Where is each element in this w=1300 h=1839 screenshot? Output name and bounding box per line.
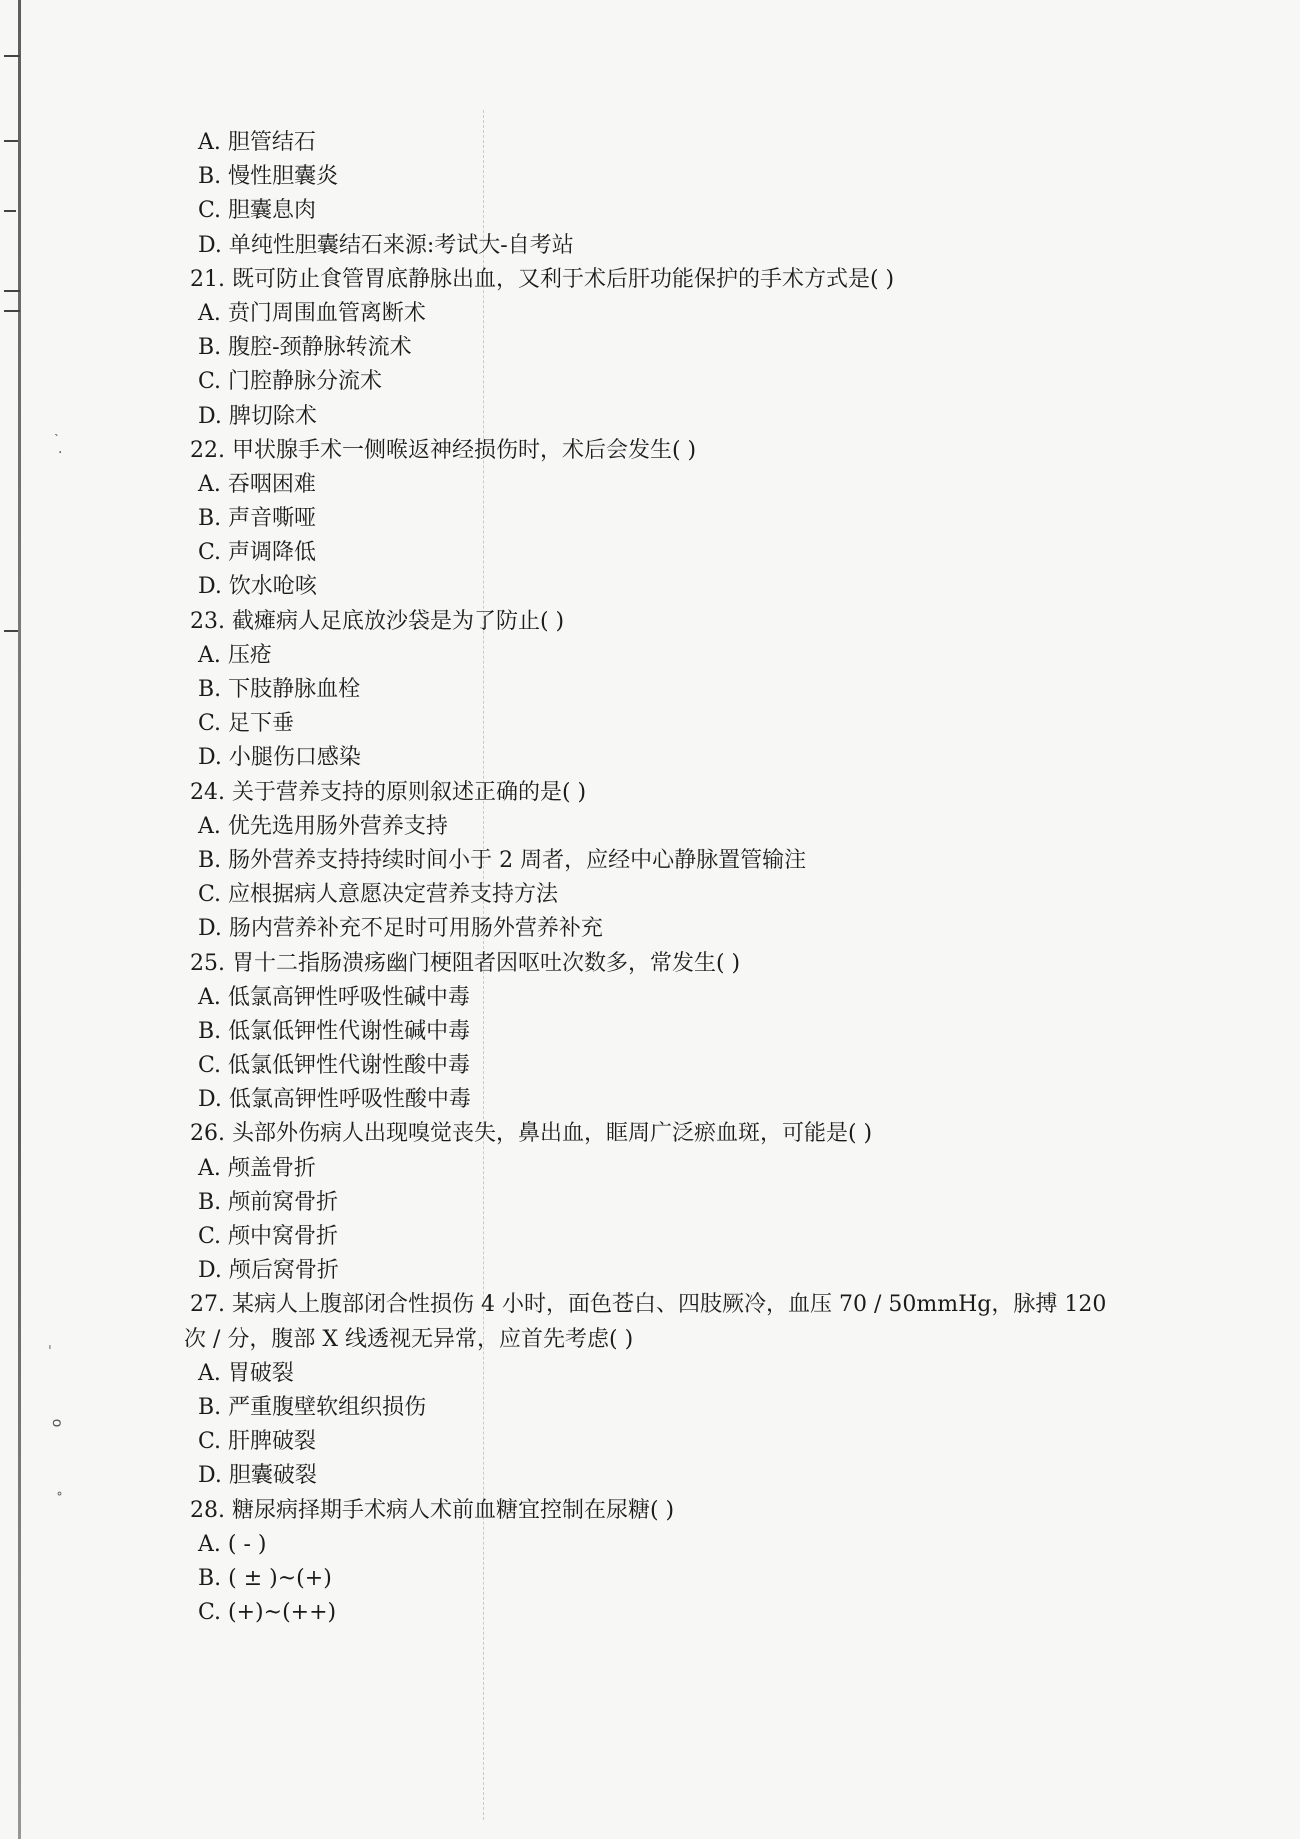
answer-option: A. ( - ) — [198, 1531, 267, 1557]
answer-option: B. 慢性胆囊炎 — [198, 164, 339, 190]
binding-mark — [4, 290, 20, 292]
question-stem: 21. 既可防止食管胃底静脉出血，又利于术后肝功能保护的手术方式是( ) — [190, 266, 895, 292]
answer-option: B. 严重腹壁软组织损伤 — [198, 1394, 427, 1420]
answer-option: D. 单纯性胆囊结石来源:考试大-自考站 — [198, 232, 574, 258]
binding-mark — [4, 55, 20, 57]
answer-option: A. 贲门周围血管离断术 — [198, 300, 426, 326]
answer-option: A. 压疮 — [198, 642, 272, 668]
answer-option: D. 胆囊破裂 — [198, 1463, 317, 1489]
answer-option: C. 门腔静脉分流术 — [198, 369, 383, 395]
binding-mark — [4, 210, 16, 212]
answer-option: A. 优先选用肠外营养支持 — [198, 813, 448, 839]
answer-option: C. 颅中窝骨折 — [198, 1224, 339, 1249]
answer-option: B. ( ± )~(+) — [198, 1565, 332, 1591]
scanned-page: ˴ · ˌ ᴑ ˳ A. 胆管结石 B. 慢性胆囊炎 C. 胆囊息肉 D. 单纯性胆囊结石来源:考试大-自考站 21. 既可防止食管胃底静脉出血，又利于术后肝功能保护的手术方式是( ) A. 贲门周围血管离断术 B. 腹腔-颈静脉转流术 C. 门腔静脉分流术 D. 脾切除术 22. 甲状腺手术一侧喉返神经损伤时，术后会发生( ) A. 吞咽困难 B. 声音嘶哑 C. 声调降低 D. 饮水呛咳 23. 截瘫病人足底放沙袋是为了防止( ) A. 压疮 B. 下肢静脉血栓 C. 足下垂 D. 小腿伤口感染 24. 关于营养支持的原则叙述正确的是( ) A. 优先选用肠外营养支持 B. 肠外营养支持持续时间小于 2 周者，应经中心静脉置管输注 C. 应根据病人意愿决定营养支持方法 D. 肠内营养补充不足时可用肠外营养补充 25. 胃十二指肠溃疡幽门梗阻者因呕吐次数多，常发生( ) A. 低氯高钾性呼吸性碱中毒 B. 低氯低钾性代谢性碱中毒 C. 低氯低钾性代谢性酸中毒 D. 低氯高钾性呼吸性酸中毒 26. 头部外伤病人出现嗅觉丧失，鼻出血，眶周广泛瘀血斑，可能是( ) A. 颅盖骨折 B. 颅前窝骨折 C. 颅中窝骨折 D. 颅后窝骨折 27. 某病人上腹部闭合性损伤 4 小时，面色苍白、四肢厥冷，血压 70 / 50mmHg，脉搏 120 次 / 分，腹部 X 线透视无异常，应首先考虑( ) A. 胃破裂 B. 严重腹壁软组织损伤 C. 肝脾破裂 D. 胆囊破裂 28. 糖尿病择期手术病人术前血糖宜控制在尿糖( ) A. ( - ) B. ( ± )~(+) C. (+)~(++) — [0, 0, 1300, 1839]
binding-mark — [4, 310, 20, 312]
answer-option: A. 低氯高钾性呼吸性碱中毒 — [198, 984, 470, 1010]
question-stem: 24. 关于营养支持的原则叙述正确的是( ) — [190, 779, 587, 805]
answer-option: C. 低氯低钾性代谢性酸中毒 — [198, 1053, 471, 1079]
answer-option: B. 腹腔-颈静脉转流术 — [198, 335, 412, 361]
answer-option: A. 吞咽困难 — [198, 471, 316, 497]
answer-option: C. 肝脾破裂 — [198, 1429, 317, 1455]
answer-option: C. 足下垂 — [198, 711, 295, 737]
answer-option: A. 胆管结石 — [198, 130, 316, 155]
question-text — [184, 126, 1190, 1630]
answer-option: D. 小腿伤口感染 — [198, 745, 361, 771]
answer-option: C. 应根据病人意愿决定营养支持方法 — [198, 882, 559, 908]
question-stem: 26. 头部外伤病人出现嗅觉丧失，鼻出血，眶周广泛瘀血斑，可能是( ) — [190, 1121, 873, 1147]
answer-option: D. 颅后窝骨折 — [198, 1258, 339, 1284]
answer-option: B. 下肢静脉血栓 — [198, 677, 361, 702]
binding-mark — [4, 630, 18, 632]
answer-option: A. 胃破裂 — [198, 1360, 294, 1386]
binding-mark — [4, 140, 18, 142]
answer-option: B. 肠外营养支持持续时间小于 2 周者，应经中心静脉置管输注 — [198, 847, 807, 873]
question-stem: 25. 胃十二指肠溃疡幽门梗阻者因呕吐次数多，常发生( ) — [190, 950, 741, 976]
answer-option: B. 低氯低钾性代谢性碱中毒 — [198, 1018, 471, 1044]
answer-option: D. 饮水呛咳 — [198, 574, 317, 600]
binding-edge — [18, 0, 21, 1839]
answer-option: D. 脾切除术 — [198, 403, 317, 429]
answer-option: D. 低氯高钾性呼吸性酸中毒 — [198, 1087, 471, 1113]
question-stem: 28. 糖尿病择期手术病人术前血糖宜控制在尿糖( ) — [190, 1497, 675, 1523]
question-stem: 23. 截瘫病人足底放沙袋是为了防止( ) — [190, 608, 565, 634]
answer-option: C. 胆囊息肉 — [198, 198, 317, 224]
answer-option: A. 颅盖骨折 — [198, 1155, 316, 1181]
answer-option: C. 声调降低 — [198, 540, 317, 566]
answer-option: B. 声音嘶哑 — [198, 506, 317, 532]
question-stem-continued: 次 / 分，腹部 X 线透视无异常，应首先考虑( ) — [184, 1326, 634, 1352]
answer-option: D. 肠内营养补充不足时可用肠外营养补充 — [198, 916, 603, 942]
answer-option: B. 颅前窝骨折 — [198, 1189, 339, 1215]
question-stem: 27. 某病人上腹部闭合性损伤 4 小时，面色苍白、四肢厥冷，血压 70 / 50mmHg，脉搏 120 — [190, 1292, 1107, 1318]
question-stem: 22. 甲状腺手术一侧喉返神经损伤时，术后会发生( ) — [190, 437, 697, 463]
answer-option: C. (+)~(++) — [198, 1600, 337, 1626]
